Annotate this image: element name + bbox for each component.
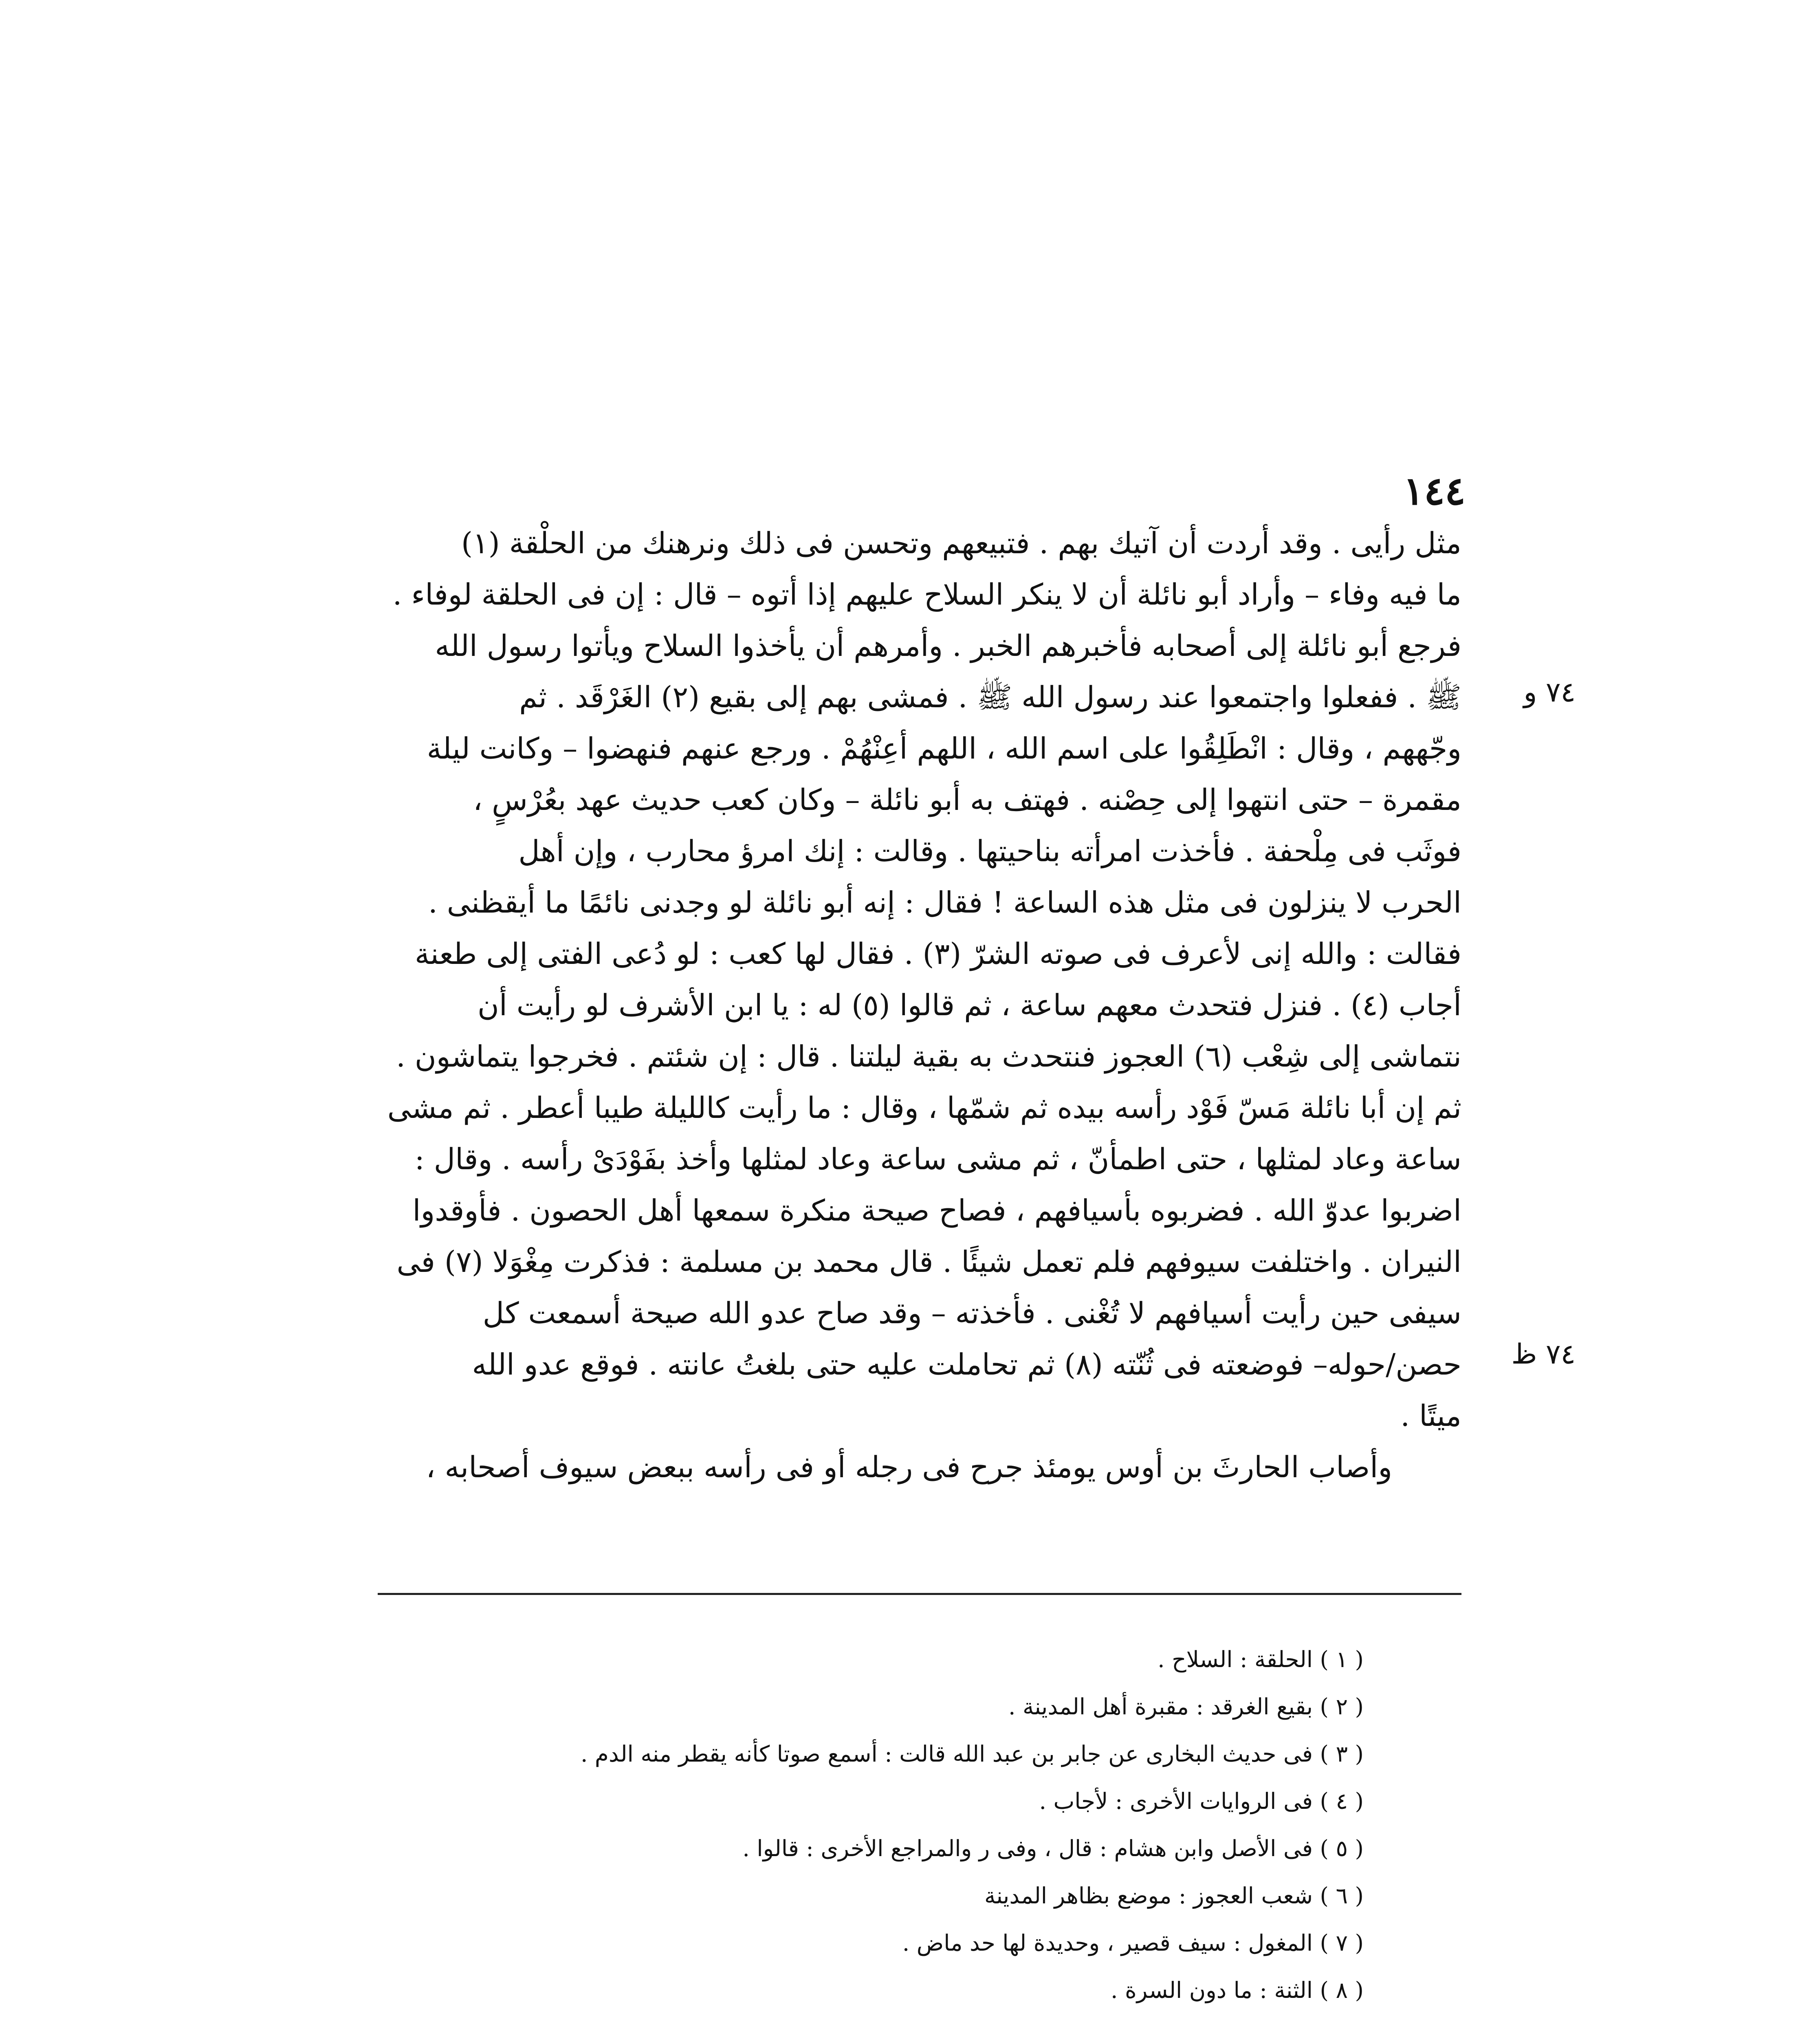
text-line: مقمرة – حتى انتهوا إلى حِصْنه . فهتف به أبو نائلة – وكان كعب حديث عهد بعُرْسٍ ، bbox=[473, 783, 1461, 817]
text-line: الحرب لا ينزلون فى مثل هذه الساعة ! فقال : إنه أبو نائلة لو وجدنى نائمًا ما أيقظنى . bbox=[428, 885, 1461, 920]
text-line: سيفى حين رأيت أسيافهم لا تُغْنى . فأخذته – وقد صاح عدو الله صيحة أسمعت كل bbox=[482, 1296, 1461, 1330]
footnotes bbox=[386, 1636, 1364, 2014]
main-text bbox=[374, 517, 1461, 1493]
margin-folio-note-verso: ٧٤ ظ bbox=[1511, 1338, 1576, 1370]
footnote-item: ( ٢ ) بقيع الغرقد : مقبرة أهل المدينة . bbox=[1008, 1694, 1364, 1720]
text-line: ساعة وعاد لمثلها ، حتى اطمأنّ ، ثم مشى ساعة وعاد لمثلها وأخذ بفَوْدَىْ رأسه . وقال : bbox=[414, 1142, 1461, 1176]
footnote-item: ( ٧ ) المغول : سيف قصير ، وحديدة لها حد ماض . bbox=[902, 1930, 1364, 1956]
text-line: اضربوا عدوّ الله . فضربوه بأسيافهم ، فصاح صيحة منكرة سمعها أهل الحصون . فأوقدوا bbox=[412, 1193, 1461, 1227]
text-line: ميتًا . bbox=[1400, 1399, 1461, 1433]
text-line: ما فيه وفاء – وأراد أبو نائلة أن لا ينكر السلاح عليهم إذا أتوه – قال : إن فى الحلقة لوفاء . bbox=[392, 577, 1461, 612]
text-line: فرجع أبو نائلة إلى أصحابه فأخبرهم الخبر . وأمرهم أن يأخذوا السلاح ويأتوا رسول الله bbox=[435, 629, 1461, 663]
text-line: النيران . واختلفت سيوفهم فلم تعمل شيئًا . قال محمد بن مسلمة : فذكرت مِغْوَلا (٧) فى bbox=[396, 1245, 1461, 1279]
text-line-paragraph-start: وأصاب الحارثَ بن أوس يومئذ جرح فى رجله أو فى رأسه ببعض سيوف أصحابه ، bbox=[426, 1450, 1392, 1484]
text-line: مثل رأيى . وقد أردت أن آتيك بهم . فتبيعهم وتحسن فى ذلك ونرهنك من الحلْقة (١) bbox=[461, 526, 1461, 560]
margin-folio-note-recto: ٧٤ و bbox=[1523, 676, 1576, 708]
footnote-item: ( ١ ) الحلقة : السلاح . bbox=[1158, 1646, 1364, 1672]
footnote-item: ( ٨ ) الثنة : ما دون السرة . bbox=[1111, 1977, 1364, 2003]
text-line: وجّههم ، وقال : انْطَلِقُوا على اسم الله ، اللهم أعِنْهُمْ . ورجع عنهم فنهضوا – وكانت ليلة bbox=[427, 731, 1461, 766]
text-line: فوثَب فى مِلْحفة . فأخذت امرأته بناحيتها . وقالت : إنك امرؤ محارب ، وإن أهل bbox=[518, 834, 1461, 868]
text-line: ﷺ . ففعلوا واجتمعوا عند رسول الله ﷺ . فمشى بهم إلى بقيع (٢) الغَرْقَد . ثم bbox=[519, 680, 1461, 714]
text-line: أجاب (٤) . فنزل فتحدث معهم ساعة ، ثم قالوا (٥) له : يا ابن الأشرف لو رأيت أن bbox=[477, 988, 1461, 1022]
footnote-item: ( ٥ ) فى الأصل وابن هشام : قال ، وفى ر والمراجع الأخرى : قالوا . bbox=[742, 1835, 1364, 1861]
footnote-item: ( ٦ ) شعب العجوز : موضع بظاهر المدينة bbox=[984, 1883, 1364, 1909]
footnote-item: ( ٤ ) فى الروايات الأخرى : لأجاب . bbox=[1039, 1788, 1364, 1814]
text-line: فقالت : والله إنى لأعرف فى صوته الشرّ (٣) . فقال لها كعب : لو دُعى الفتى إلى طعنة bbox=[415, 937, 1461, 971]
page-number: ١٤٤ bbox=[1403, 469, 1466, 514]
footnote-item: ( ٣ ) فى حديث البخارى عن جابر بن عبد الله قالت : أسمع صوتا كأنه يقطر منه الدم . bbox=[580, 1741, 1364, 1767]
footnote-separator bbox=[378, 1593, 1461, 1595]
text-line: حصن/حوله– فوضعته فى ثُنّته (٨) ثم تحاملت عليه حتى بلغتُ عانته . فوقع عدو الله bbox=[472, 1347, 1461, 1381]
text-line: نتماشى إلى شِعْب (٦) العجوز فنتحدث به بقية ليلتنا . قال : إن شئتم . فخرجوا يتماشون . bbox=[396, 1039, 1461, 1073]
text-line: ثم إن أبا نائلة مَسّ فَوْد رأسه بيده ثم شمّها ، وقال : ما رأيت كالليلة طيبا أعطر . ثم مشى bbox=[387, 1091, 1461, 1125]
